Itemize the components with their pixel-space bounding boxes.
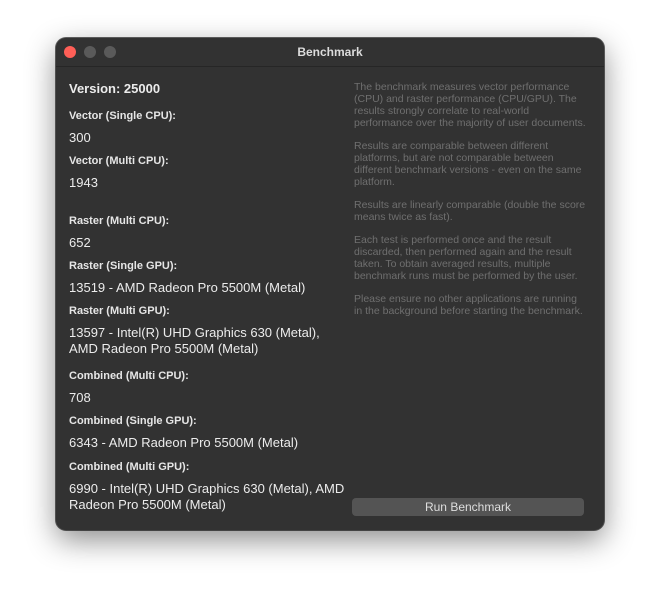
metric-value: 708 bbox=[69, 390, 91, 405]
metric-label: Raster (Multi CPU): bbox=[69, 215, 170, 227]
metric-label: Raster (Multi GPU): bbox=[69, 305, 170, 317]
metric-label: Raster (Single GPU): bbox=[69, 260, 178, 272]
metric-value: 1943 bbox=[69, 175, 98, 190]
window-title: Benchmark bbox=[297, 45, 363, 59]
title-bar[interactable] bbox=[56, 38, 604, 67]
version-label: Version: 25000 bbox=[69, 81, 161, 96]
info-paragraph: Please ensure no other applications are running in the background before starting the benchmark. bbox=[354, 293, 583, 317]
info-paragraph: Results are comparable between different platforms, but are not comparable between different benchmark versions - even on the same platform. bbox=[354, 140, 582, 188]
metric-value: 13597 - Intel(R) UHD Graphics 630 (Metal), AMD Radeon Pro 5500M (Metal) bbox=[69, 325, 320, 356]
info-paragraph: Results are linearly comparable (double the score means twice as fast). bbox=[354, 199, 586, 223]
metric-value: 652 bbox=[69, 235, 91, 250]
metric-label: Vector (Multi CPU): bbox=[69, 155, 169, 167]
info-panel bbox=[354, 81, 586, 328]
metric-label: Combined (Single GPU): bbox=[69, 415, 197, 427]
run-benchmark-button[interactable]: Run Benchmark bbox=[352, 498, 584, 516]
metric-value: 300 bbox=[69, 130, 91, 145]
metric-label: Combined (Multi GPU): bbox=[69, 461, 190, 473]
metric-label: Vector (Single CPU): bbox=[69, 110, 176, 122]
info-paragraph: The benchmark measures vector performance (CPU) and raster performance (CPU/GPU). The results strongly correlate to real-world performance over the majority of user documents. bbox=[354, 81, 586, 129]
info-paragraph: Each test is performed once and the result discarded, then performed again and the result taken. To obtain averaged results, multiple benchmark runs must be performed by the user. bbox=[354, 234, 578, 282]
metric-value: 13519 - AMD Radeon Pro 5500M (Metal) bbox=[69, 280, 306, 295]
metric-value: 6990 - Intel(R) UHD Graphics 630 (Metal), AMD Radeon Pro 5500M (Metal) bbox=[69, 481, 345, 512]
metric-value: 6343 - AMD Radeon Pro 5500M (Metal) bbox=[69, 435, 299, 450]
benchmark-window bbox=[56, 38, 604, 530]
metric-label: Combined (Multi CPU): bbox=[69, 370, 189, 382]
